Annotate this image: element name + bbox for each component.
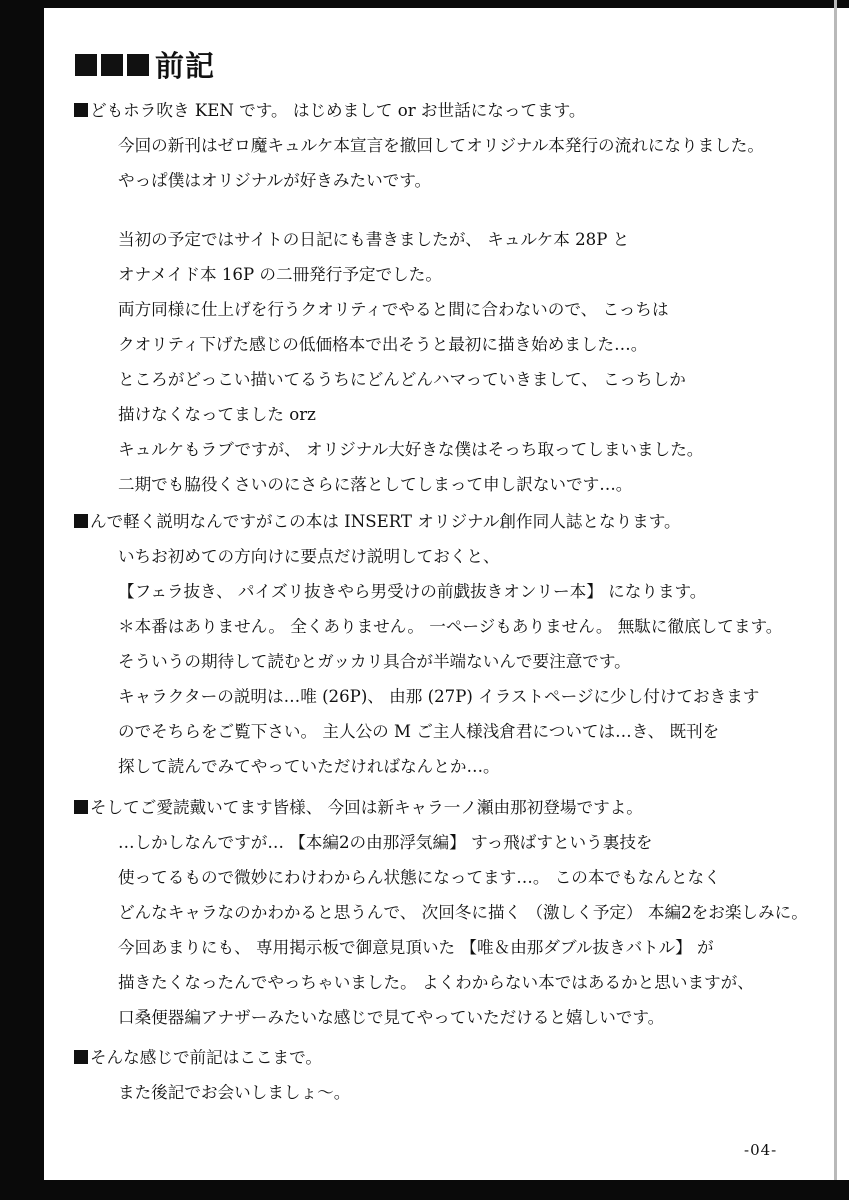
- square-bullet-icon: [75, 54, 97, 76]
- page-number: -04-: [744, 1141, 778, 1159]
- paragraph-lead: んで軽く説明なんですがこの本は INSERT オリジナル創作同人誌となります。: [74, 504, 782, 539]
- square-bullet-icon: [101, 54, 123, 76]
- text-line: 描けなくなってました orz: [118, 405, 316, 424]
- text-line: 描きたくなったんでやっちゃいました。 よくわからない本ではあるかと思いますが、: [118, 973, 754, 992]
- paragraph-5: [74, 1040, 350, 1110]
- page-heading: [75, 48, 215, 84]
- text-line: キャラクターの説明は…唯 (26P)、 由那 (27P) イラストページに少し付けておきます: [118, 687, 760, 706]
- top-border: [0, 0, 849, 8]
- text-line: 【フェラ抜き、 パイズリ抜きやら男受けの前戯抜きオンリー本】 になります。: [118, 582, 707, 601]
- paragraph-lead: どもホラ吹き KEN です。 はじめまして or お世話になってます。: [74, 93, 764, 128]
- text-line: 使ってるもので微妙にわけわからん状態になってます…。 この本でもなんとなく: [118, 868, 721, 887]
- text-line: 探して読んでみてやっていただければなんとか…。: [118, 757, 500, 776]
- paragraph-2: [74, 222, 703, 502]
- text-line: 二期でも脇役くさいのにさらに落としてしまって申し訳ないです…。: [118, 475, 633, 494]
- text-line: 今回の新刊はゼロ魔キュルケ本宣言を撤回してオリジナル本発行の流れになりました。: [118, 136, 764, 155]
- text-line: 当初の予定ではサイトの日記にも書きましたが、 キュルケ本 28P と: [118, 230, 630, 249]
- square-bullet-icon: [74, 103, 88, 117]
- text-line: 両方同様に仕上げを行うクオリティでやると間に合わないので、 こっちは: [118, 300, 669, 319]
- text-line: どんなキャラなのかわかると思うんで、 次回冬に描く （激しく予定） 本編2をお楽しみに。: [118, 903, 808, 922]
- square-bullet-icon: [74, 800, 88, 814]
- square-bullet-icon: [127, 54, 149, 76]
- text-line: いちお初めての方向けに要点だけ説明しておくと、: [118, 547, 500, 566]
- text-line: のでそちらをご覧下さい。 主人公の M ご主人様浅倉君については…き、 既刊を: [118, 722, 720, 741]
- text-line: オナメイド本 16P の二冊発行予定でした。: [118, 265, 442, 284]
- square-bullet-icon: [74, 514, 88, 528]
- right-edge: [834, 0, 837, 1200]
- paragraph-3: [74, 504, 782, 784]
- text-line: …しかしなんですが… 【本編2の由那浮気編】 すっ飛ばすという裏技を: [118, 833, 653, 852]
- text-line: また後記でお会いしましょ～。: [118, 1083, 351, 1102]
- document-page: [44, 8, 834, 1180]
- text-line: クオリティ下げた感じの低価格本で出そうと最初に描き始めました…。: [118, 335, 648, 354]
- square-bullet-icon: [74, 1050, 88, 1064]
- paragraph-lead: そしてご愛読戴いてます皆様、 今回は新キャラ一ノ瀬由那初登場ですよ。: [74, 790, 808, 825]
- text-line: キュルケもラブですが、 オリジナル大好きな僕はそっち取ってしまいました。: [118, 440, 704, 459]
- paragraph-4: [74, 790, 808, 1035]
- heading-title: 前記: [155, 49, 216, 83]
- text-line: やっぱ僕はオリジナルが好きみたいです。: [118, 171, 432, 190]
- paragraph-lead: そんな感じで前記はここまで。: [74, 1040, 350, 1075]
- text-line: 口桑便器編アナザーみたいな感じで見てやっていただけると嬉しいです。: [118, 1008, 665, 1027]
- text-line: 今回あまりにも、 専用掲示板で御意見頂いた 【唯＆由那ダブル抜きバトル】 が: [118, 938, 714, 957]
- text-line: そういうの期待して読むとガッカリ具合が半端ないんで要注意です。: [118, 652, 631, 671]
- text-line: ＊本番はありません。 全くありません。 一ページもありません。 無駄に徹底してます。: [118, 617, 783, 636]
- paragraph-1: [74, 93, 764, 198]
- text-line: ところがどっこい描いてるうちにどんどんハマっていきまして、 こっちしか: [118, 370, 686, 389]
- left-border: [0, 0, 44, 1200]
- bottom-border: [0, 1180, 849, 1200]
